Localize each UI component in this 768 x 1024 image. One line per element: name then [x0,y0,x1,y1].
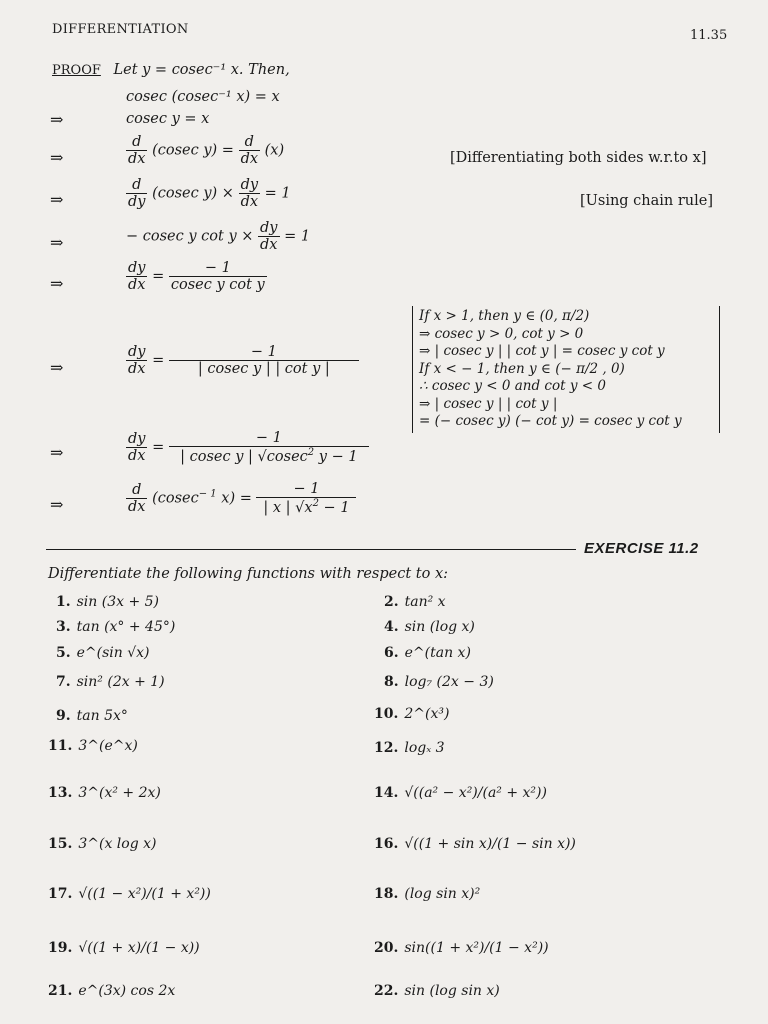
implies-arrow: ⇒ [50,148,64,167]
implies-arrow: ⇒ [50,443,64,462]
proof-step-2: cosec y = x [126,111,210,127]
case-line: ⇒ | cosec y | | cot y | = cosec y cot y [419,343,665,359]
implies-arrow: ⇒ [50,495,64,514]
case-line: If x > 1, then y ∈ (0, π/2) [419,308,590,324]
note-chain-rule: [Using chain rule] [580,193,714,209]
exercise-item: 2. tan² x [384,594,446,610]
exercise-item: 12. logₓ 3 [374,740,445,756]
exercise-item: 16. √((1 + sin x)/(1 − sin x)) [374,836,576,852]
exercise-item: 9. tan 5x° [56,708,128,724]
proof-step-4: $\frac{d}{dy}$ (cosec y) × $\frac{dy}{dx}$ = 1 [128,177,291,210]
exercise-title: EXERCISE 11.2 [584,540,699,557]
exercise-item: 5. e^(sin √x) [56,645,150,661]
case-analysis-box [412,306,720,433]
exercise-item: 10. 2^(x³) [374,706,450,722]
section-divider [46,549,576,550]
case-line: ⇒ cosec y > 0, cot y > 0 [419,325,584,342]
implies-arrow: ⇒ [50,358,64,377]
proof-intro: Let y = cosec⁻¹ x. Then, [113,62,290,78]
case-line: = (− cosec y) (− cot y) = cosec y cot y [419,413,682,429]
exercise-item: 7. sin² (2x + 1) [56,674,165,690]
exercise-item: 13. 3^(x² + 2x) [48,785,161,801]
proof-step-6: $\frac{dy}{dx}$ = $\frac{- 1}{\text{cosec y cot y}}$ [128,260,265,293]
exercise-item: 17. √((1 − x²)/(1 + x²)) [48,886,211,902]
note-differentiating: [Differentiating both sides w.r.to x] [450,150,707,166]
exercise-item: 21. e^(3x) cos 2x [48,983,176,999]
implies-arrow: ⇒ [50,190,64,209]
exercise-item: 11. 3^(e^x) [48,738,138,754]
exercise-item: 22. sin (log sin x) [374,983,500,999]
exercise-item: 15. 3^(x log x) [48,836,157,852]
exercise-item: 4. sin (log x) [384,619,475,635]
proof-block [52,62,290,78]
exercise-item: 19. √((1 + x)/(1 − x)) [48,940,200,956]
exercise-item: 18. (log sin x)² [374,886,481,902]
proof-step-1: cosec (cosec⁻¹ x) = x [126,89,280,105]
exercise-item: 6. e^(tan x) [384,645,471,661]
exercise-item: 8. log₇ (2x − 3) [384,674,494,690]
exercise-item: 20. sin((1 + x²)/(1 − x²)) [374,940,549,956]
case-line: ∴ cosec y < 0 and cot y < 0 [419,378,606,394]
chapter-title: DIFFERENTIATION [52,22,189,37]
implies-arrow: ⇒ [50,274,64,293]
proof-step-7: $\frac{dy}{dx}$ = $\frac{- 1}{\text{| cosec y | | cot y |}}$ [126,344,359,377]
proof-label: PROOF [52,63,101,78]
proof-step-8: $\frac{dy}{dx}$ = $\frac{- 1}{| cosec y | √cosec^2 y - 1}$ [126,430,369,465]
implies-arrow: ⇒ [50,233,64,252]
exercise-item: 1. sin (3x + 5) [56,594,160,610]
proof-step-3: $\frac{d}{dx}$ (cosec y) = $\frac{d}{dx}$ (x) [128,134,285,167]
exercise-item: 14. √((a² − x²)/(a² + x²)) [374,785,547,801]
exercise-instruction: Differentiate the following functions with respect to x: [48,566,449,582]
exercise-item: 3. tan (x° + 45°) [56,619,176,635]
page-number: 11.35 [690,28,728,43]
implies-arrow: ⇒ [50,110,64,129]
case-line: ⇒ | cosec y | | cot y | [419,395,558,412]
proof-step-9: $\frac{d}{dx}$ (cosec$^{- 1}$ x) = $\frac{- 1}{| x | √x^2 - 1}$ [126,481,356,516]
proof-step-5: − cosec y cot y × $\frac{dy}{dx}$ = 1 [126,220,311,253]
case-line: If x < − 1, then y ∈ (− π/2 , 0) [419,360,625,377]
